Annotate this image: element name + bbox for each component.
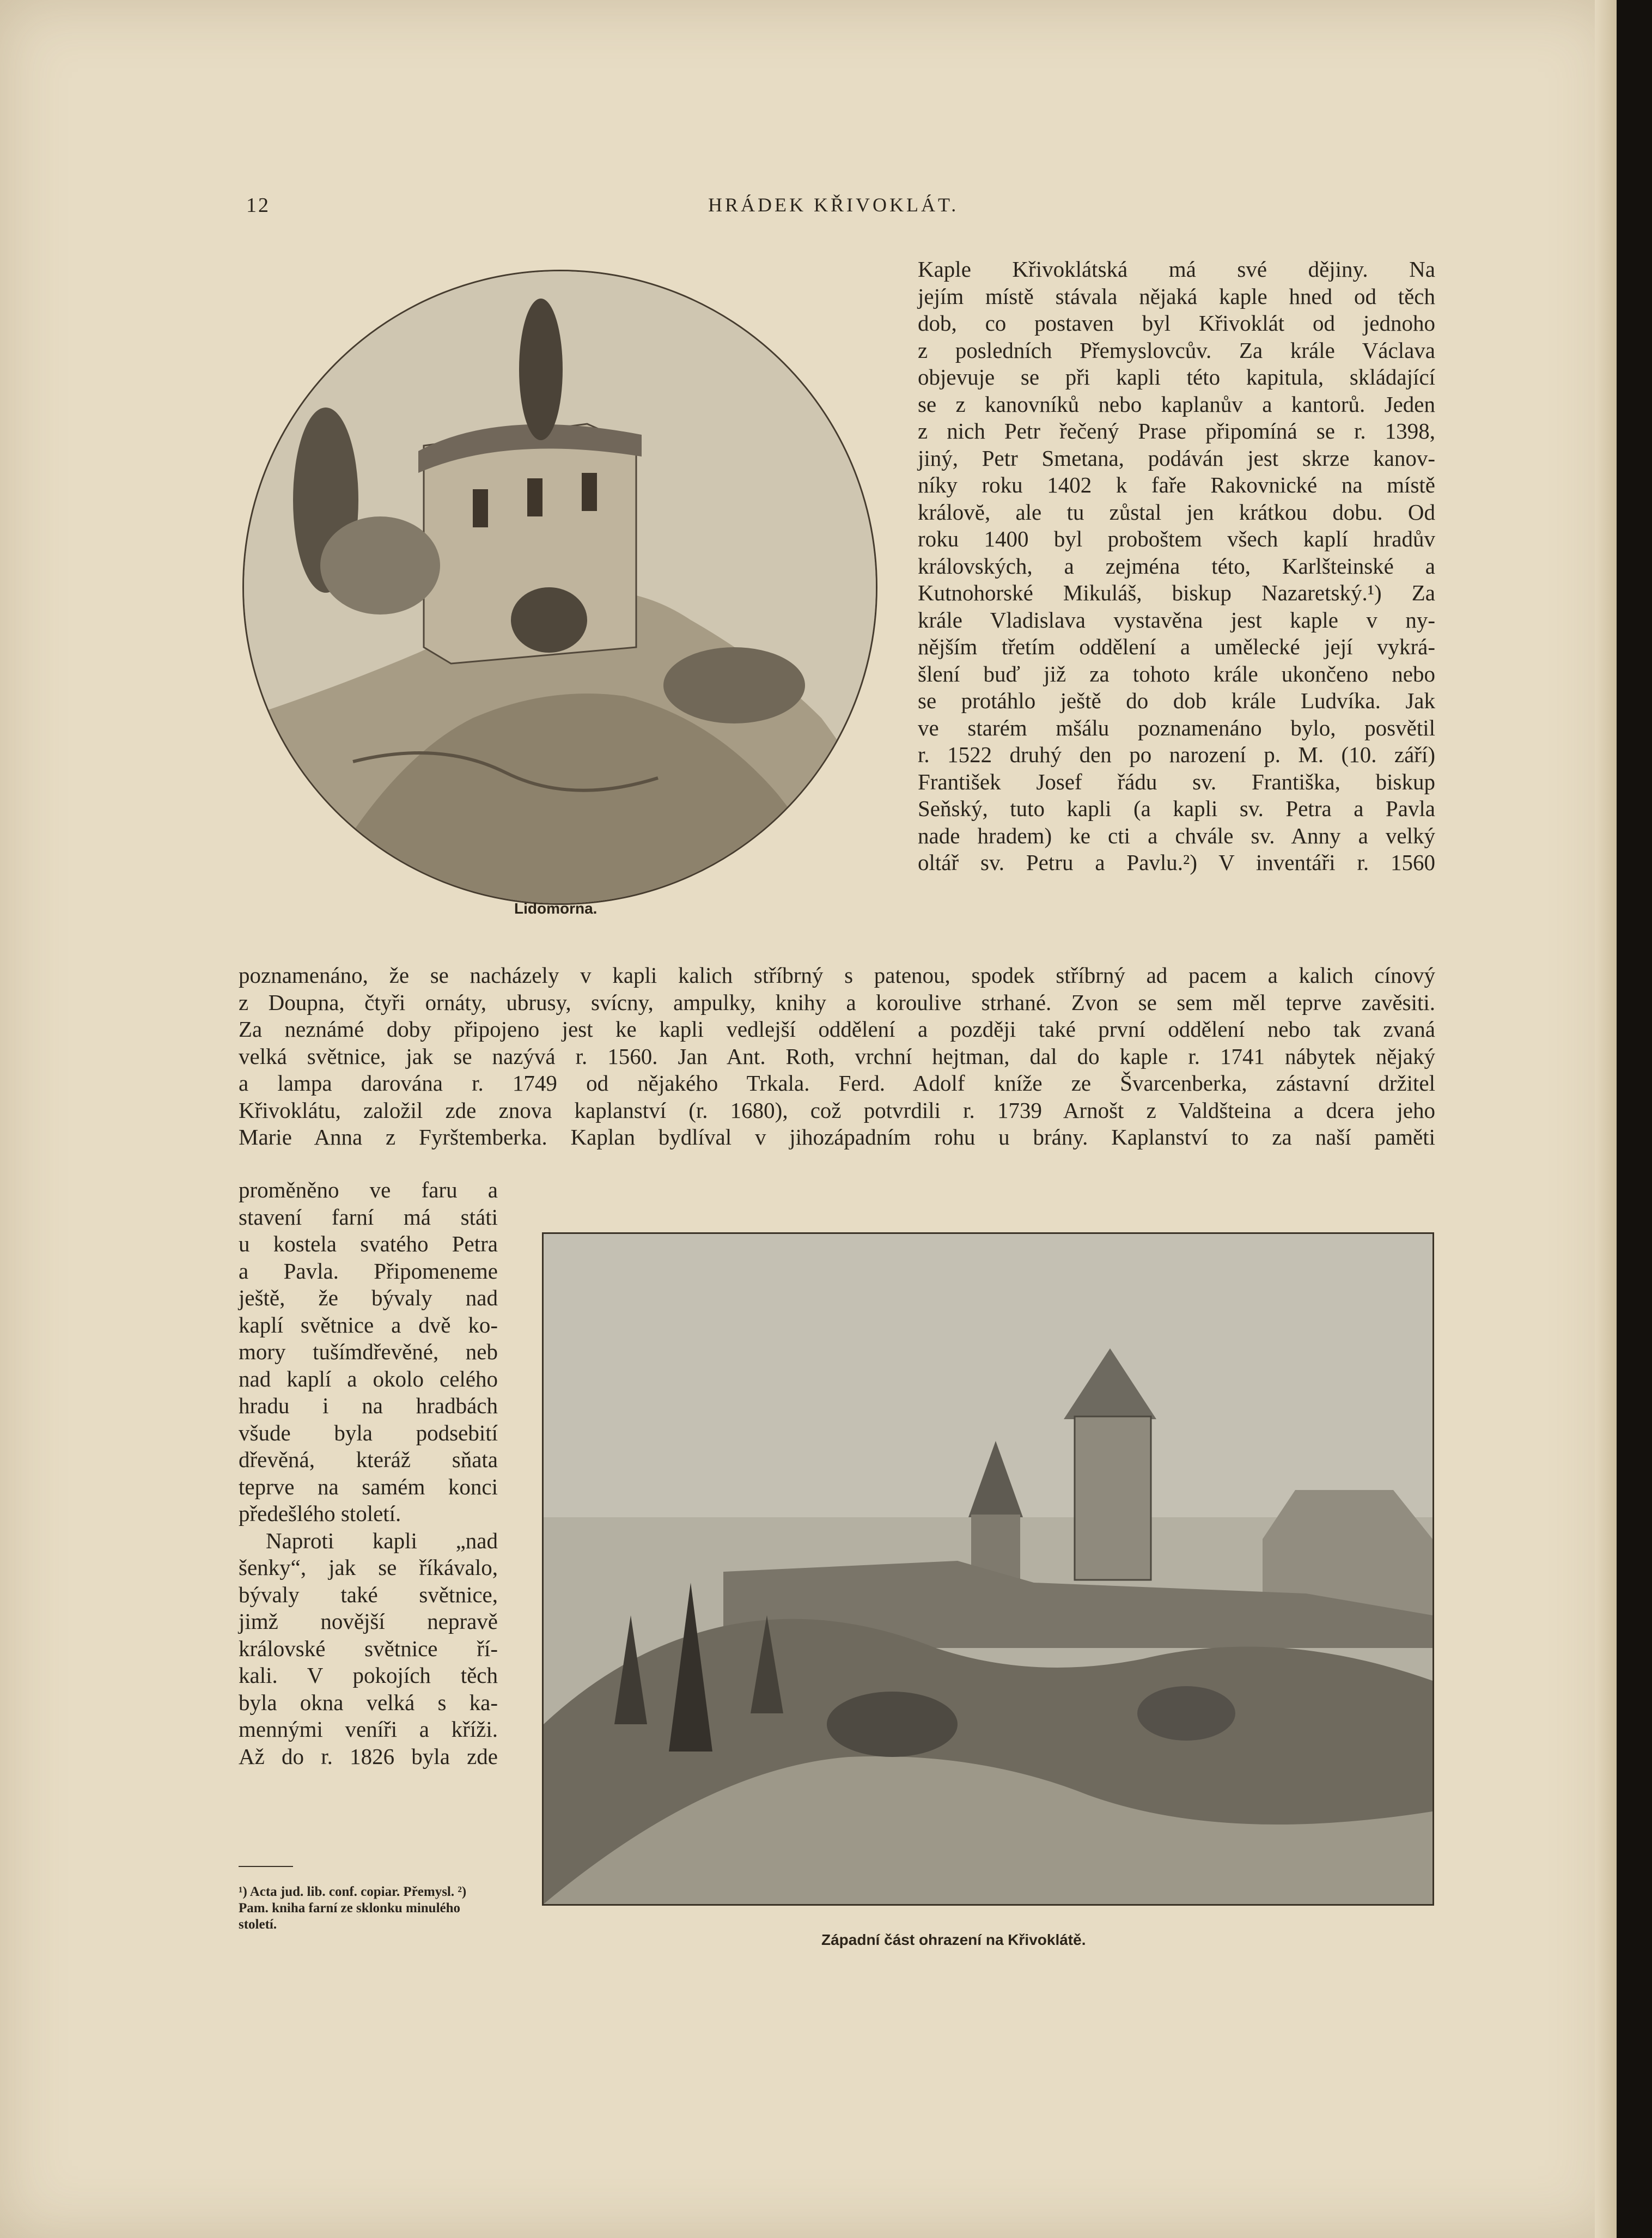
text-line: roku 1400 byl proboštem všech kaplí hradův bbox=[918, 526, 1435, 551]
paragraph-chapel-history bbox=[918, 256, 1435, 877]
text-line: Marie Anna z Fyrštemberka. Kaplan bydlíval v jihozápadním rohu u brány. Kaplanství to za naší paměti bbox=[239, 1124, 1435, 1150]
text-line: šlení buď již za tohoto krále ukončeno nebo bbox=[918, 661, 1435, 686]
text-line: Kutnohorské Mikuláš, biskup Nazaretský.¹) Za bbox=[918, 580, 1435, 605]
text-line: a Pavla. Připomeneme bbox=[239, 1258, 498, 1284]
text-line: Naproti kapli „nad bbox=[266, 1528, 498, 1553]
text-line: kali. V pokojích těch bbox=[239, 1663, 498, 1688]
text-line: královĕ, ale tu zůstal jen krátkou dobu. Od bbox=[918, 499, 1435, 525]
page-gutter bbox=[1595, 0, 1617, 2238]
text-line: r. 1522 druhý den po narození p. M. (10. září) bbox=[918, 742, 1435, 767]
text-line: nad kaplí a okolo celého bbox=[239, 1366, 498, 1391]
text-line: ještě, že bývaly nad bbox=[239, 1285, 498, 1310]
text-line: mennými veníři a kříži. bbox=[239, 1717, 498, 1742]
text-line: krále Vladislava vystavěna jest kaple v ny- bbox=[918, 607, 1435, 633]
text-line: všude byla podsebití bbox=[239, 1420, 498, 1445]
text-line: bývaly také světnice, bbox=[239, 1582, 498, 1607]
text-line: a lampa darována r. 1749 od nějakého Trkala. Ferd. Adolf kníže ze Švarcenberka, zástavní držitel bbox=[239, 1071, 1435, 1096]
text-line: z nich Petr řečený Prase připomíná se r. 1398, bbox=[918, 418, 1435, 443]
text-line: z posledních Přemyslovcův. Za krále Václava bbox=[918, 337, 1435, 363]
text-line: dob, co postaven byl Křivoklát od jednoho bbox=[918, 311, 1435, 336]
text-line: objevuje se při kapli této kapitula, skládající bbox=[918, 364, 1435, 390]
text-line: Až do r. 1826 byla zde bbox=[239, 1743, 498, 1769]
text-line: šenky“, jak se říkávalo, bbox=[239, 1555, 498, 1580]
text-line: dřevěná, kteráž sňata bbox=[239, 1447, 498, 1472]
text-line: jiný, Petr Smetana, podáván jest skrze kanov- bbox=[918, 445, 1435, 471]
footnote: ¹) Acta jud. lib. conf. copiar. Přemysl. ²) Pam. kniha farní ze sklonku minulého století. bbox=[239, 1884, 467, 1932]
text-line: kaplí světnice a dvě ko- bbox=[239, 1312, 498, 1337]
text-line: poznamenáno, že se nacházely v kapli kalich stříbrný s patenou, spodek stříbrný ad pacem a kalich cínový bbox=[239, 963, 1435, 988]
text-line: František Josef řádu sv. Františka, biskup bbox=[918, 769, 1435, 794]
text-line: velká světnice, jak se nazývá r. 1560. Jan Ant. Roth, vrchní hejtman, dal do kaple r. 1741 nábytek nějaký bbox=[239, 1043, 1435, 1069]
text-line: předešlého století. bbox=[239, 1501, 401, 1526]
running-title: HRÁDEK KŘIVOKLÁT. bbox=[708, 194, 959, 216]
running-header bbox=[0, 193, 1617, 226]
text-line: Kaple Křivoklátská má své dějiny. Na bbox=[918, 257, 1435, 282]
text-line: jimž novější nepravě bbox=[239, 1609, 498, 1634]
text-line: se protáhlo ještě do dob krále Ludvíka. Jak bbox=[918, 688, 1435, 713]
text-line: oltář sv. Petru a Pavlu.²) V inventáři r. 1560 bbox=[918, 850, 1435, 875]
text-line: z Doupna, čtyři ornáty, ubrusy, svícny, ampulky, knihy a koroulive strhané. Zvon se sem měl teprve zavěsiti. bbox=[239, 989, 1435, 1015]
text-line: Za neznámé doby připojeno jest ke kapli vedlejší oddělení a později také první oddělení nebo tak zvaná bbox=[239, 1017, 1435, 1042]
text-line: se z kanovníků nebo kaplanův a kantorů. Jeden bbox=[918, 391, 1435, 417]
page-edge-shadow bbox=[1617, 0, 1652, 2238]
text-line: teprve na samém konci bbox=[239, 1474, 498, 1499]
text-line: Křivoklátu, založil zde znova kaplanství (r. 1680), což potvrdili r. 1739 Arnošt z Valdšteina a dcera jeho bbox=[239, 1097, 1435, 1123]
footnote-rule bbox=[239, 1866, 293, 1867]
text-line: nade hradem) ke cti a chvále sv. Anny a velký bbox=[918, 823, 1435, 848]
caption-western-wall: Západní část ohrazení na Křivoklátě. bbox=[821, 1931, 1086, 1948]
text-line: královské světnice ří- bbox=[239, 1635, 498, 1661]
western-wall-illustration bbox=[542, 1232, 1434, 1906]
paragraph-parish bbox=[239, 1177, 498, 1770]
text-line: Seňský, tuto kapli (a kapli sv. Petra a Pavla bbox=[918, 796, 1435, 821]
text-line: královských, a zejména této, Karlšteinské a bbox=[918, 553, 1435, 579]
paragraph-inventory bbox=[239, 962, 1435, 1151]
text-line: proměněno ve faru a bbox=[239, 1177, 498, 1202]
text-line: byla okna velká s ka- bbox=[239, 1689, 498, 1715]
text-line: nějším třetím oddělení a umělecké její vykrá- bbox=[918, 634, 1435, 659]
text-line: mory tušímdřevěné, neb bbox=[239, 1339, 498, 1364]
text-line: jejím místě stávala nějaká kaple hned od těch bbox=[918, 283, 1435, 309]
text-line: hradu i na hradbách bbox=[239, 1393, 498, 1418]
caption-lidomorna: Lidomorna. bbox=[514, 900, 598, 917]
text-line: stavení farní má státi bbox=[239, 1204, 498, 1230]
lidomorna-illustration bbox=[242, 270, 877, 905]
text-line: u kostela svatého Petra bbox=[239, 1231, 498, 1256]
text-line: ve starém mšálu poznamenáno bylo, posvětil bbox=[918, 715, 1435, 740]
page-number: 12 bbox=[246, 194, 270, 217]
text-line: níky roku 1402 k faře Rakovnické na místě bbox=[918, 472, 1435, 497]
